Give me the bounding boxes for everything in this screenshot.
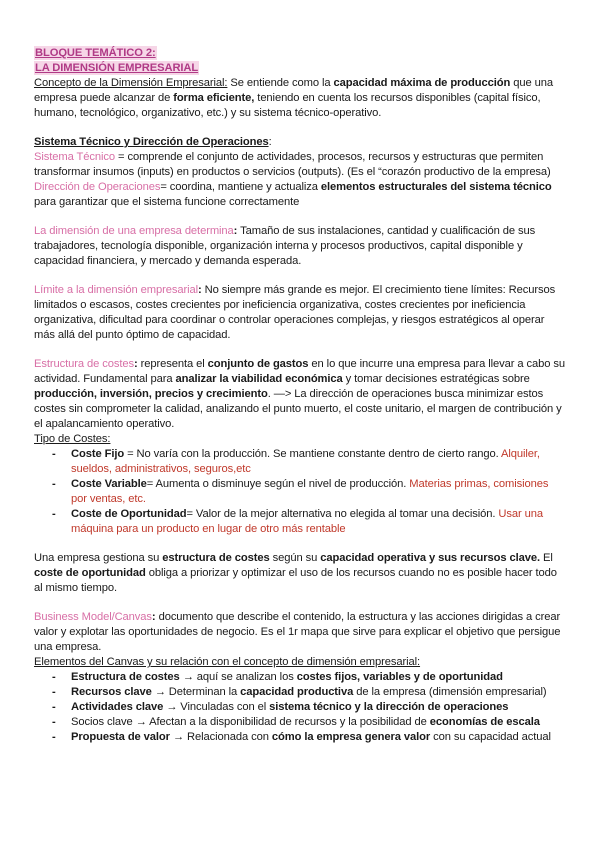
concepto-text-3: teniendo en cuenta los recursos disponibles (capital físico, humano, tecnológico, organizativo, etc.) y su sistema técnico-operativo.: [34, 92, 541, 119]
limite-paragraph: [34, 283, 566, 343]
costes-text-2: en lo que incurre una empresa para llevar a cabo su actividad. Fundamental para: [34, 358, 566, 385]
canvas-item-bold: capacidad productiva: [240, 686, 354, 698]
coste-fijo-text: = No varía con la producción. Se mantiene constante dentro de cierto rango.: [124, 448, 502, 460]
canvas-label: Business Model/Canvas: [34, 611, 152, 623]
direccion-text-2: para garantizar que el sistema funcione correctamente: [34, 196, 300, 208]
canvas-elementos-label: Elementos del Canvas y su relación con el concepto de dimensión empresarial:: [34, 656, 421, 668]
canvas-text: documento que describe el contenido, la estructura y las acciones dirigidas a crear valor y explotar las oportunidades de negocio. Es el 1r mapa que sirve para explicar el objetivo que persigue una empresa.: [34, 611, 561, 653]
tipo-costes-heading: [34, 432, 566, 447]
canvas-item-bold: costes fijos, variables y de oportunidad: [296, 671, 503, 683]
sistema-heading: [34, 135, 566, 150]
gestion-text-3: El: [540, 552, 553, 564]
concepto-text-1: Se entiende como la: [227, 77, 334, 89]
title-line-1: BLOQUE TEMÁTICO 2:: [35, 47, 156, 59]
direccion-operaciones-paragraph: [34, 180, 566, 210]
canvas-colon: :: [151, 611, 156, 623]
gestion-text-1: Una empresa gestiona su: [34, 552, 163, 564]
dimension-text: Tamaño de sus instalaciones, cantidad y cualificación de sus trabajadores, tecnología disponible, organización interna y procesos productivos, capital disponible y capacidad financiera, y mercado y demanda esperada.: [34, 225, 536, 267]
dimension-label: La dimensión de una empresa determina: [34, 225, 234, 237]
tipo-costes-label: Tipo de Costes:: [34, 433, 111, 445]
dimension-colon: :: [233, 225, 238, 237]
costes-bold-1: conjunto de gastos: [207, 358, 309, 370]
gestion-bold-3: coste de oportunidad: [34, 567, 146, 579]
canvas-elementos-list: [34, 670, 566, 745]
coste-variable-example: Materias primas, comisiones por ventas, etc.: [71, 478, 549, 505]
sistema-tecnico-label: Sistema Técnico: [34, 151, 115, 163]
canvas-item-term: Propuesta de valor: [71, 731, 170, 743]
coste-oportunidad-term: Coste de Oportunidad: [71, 508, 187, 520]
canvas-item-text-2: de la empresa (dimensión empresarial): [353, 686, 547, 698]
document-page: [34, 46, 566, 745]
concepto-label: Concepto de la Dimensión Empresarial:: [34, 77, 228, 89]
costes-label: Estructura de costes: [34, 358, 134, 370]
sistema-heading-colon: :: [268, 136, 272, 148]
costes-colon: :: [133, 358, 138, 370]
canvas-item-bold: economías de escala: [429, 716, 540, 728]
direccion-bold-1: elementos estructurales del sistema técnico: [320, 181, 552, 193]
gestion-bold-1: estructura de costes: [162, 552, 270, 564]
list-item: [52, 447, 566, 477]
coste-oportunidad-text: = Valor de la mejor alternativa no elegida al tomar una decisión.: [186, 508, 499, 520]
canvas-item-text-2: con su capacidad actual: [430, 731, 551, 743]
gestion-paragraph: [34, 551, 566, 596]
sistema-tecnico-paragraph: [34, 150, 566, 180]
costes-bold-3: producción, inversión, precios y crecimiento: [34, 388, 268, 400]
coste-fijo-example: Alquiler, sueldos, administrativos, seguros,etc: [71, 448, 540, 475]
canvas-item-text: → Vinculadas con el: [163, 701, 270, 713]
canvas-paragraph: [34, 610, 566, 655]
list-item: [52, 685, 566, 700]
canvas-item-text: → aquí se analizan los: [179, 671, 297, 683]
list-item: [52, 670, 566, 685]
tipo-costes-list: [34, 447, 566, 537]
coste-variable-term: Coste Variable: [71, 478, 147, 490]
canvas-item-term: Estructura de costes: [71, 671, 180, 683]
canvas-item-text: → Relacionada con: [169, 731, 272, 743]
costes-bold-2: analizar la viabilidad económica: [175, 373, 343, 385]
limite-colon: :: [197, 284, 202, 296]
list-item: [52, 507, 566, 537]
coste-variable-text: = Aumenta o disminuye según el nivel de producción.: [146, 478, 410, 490]
gestion-text-4: obliga a priorizar y optimizar el uso de los recursos cuando no es posible hacer todo al mismo tiempo.: [34, 567, 557, 594]
coste-fijo-term: Coste Fijo: [71, 448, 125, 460]
list-item: [52, 715, 566, 730]
gestion-text-2: según su: [269, 552, 321, 564]
coste-oportunidad-example: Usar una máquina para un producto en lugar de otro más rentable: [71, 508, 544, 535]
costes-text-4: . —> La dirección de operaciones busca minimizar estos costes sin comprometer la calidad, analizando el punto muerto, el coste unitario, el margen de contribución y el apalancamiento operativo.: [34, 388, 562, 430]
canvas-item-text: → Determinan la: [151, 686, 241, 698]
canvas-item-term: Recursos clave: [71, 686, 152, 698]
direccion-operaciones-label: Dirección de Operaciones: [34, 181, 161, 193]
sistema-tecnico-text: = comprende el conjunto de actividades, procesos, recursos y estructuras que permiten transformar insumos (inputs) en productos o servicios (outputs). (Es el “corazón productivo de la empresa): [34, 151, 551, 178]
gestion-bold-2: capacidad operativa y sus recursos clave.: [320, 552, 541, 564]
costes-paragraph: [34, 357, 566, 432]
limite-label: Límite a la dimensión empresarial: [34, 284, 198, 296]
canvas-item-bold: sistema técnico y la dirección de operaciones: [269, 701, 509, 713]
title-line-2: LA DIMENSIÓN EMPRESARIAL: [35, 62, 199, 74]
list-item: [52, 700, 566, 715]
list-item: [52, 477, 566, 507]
concepto-text-2: que una empresa puede alcanzar de: [34, 77, 553, 104]
dimension-paragraph: [34, 224, 566, 269]
page-title: [34, 46, 566, 76]
concepto-bold-1: capacidad máxima de producción: [333, 77, 511, 89]
list-item: [52, 730, 566, 745]
costes-text-3: y tomar decisiones estratégicas sobre: [342, 373, 530, 385]
direccion-text-1: = coordina, mantiene y actualiza: [160, 181, 321, 193]
concepto-paragraph: [34, 76, 566, 121]
limite-text: No siempre más grande es mejor. El crecimiento tiene límites: Recursos limitados o escasos, costes crecientes por ineficiencia organizativa, costes crecientes por ineficiencia organizativa, dificultad para coordinar o controlar operaciones complejas, y riesgos estratégicos al operar más allá del punto óptimo de capacidad.: [34, 284, 556, 341]
sistema-heading-text: Sistema Técnico y Dirección de Operaciones: [34, 136, 269, 148]
concepto-bold-2: forma eficiente,: [173, 92, 255, 104]
canvas-elementos-heading: [34, 655, 566, 670]
canvas-item-term: Actividades clave: [71, 701, 164, 713]
canvas-item-bold: cómo la empresa genera valor: [271, 731, 431, 743]
costes-text-1: representa el: [137, 358, 208, 370]
canvas-item-text: Socios clave → Afectan a la disponibilidad de recursos y la posibilidad de: [71, 716, 430, 728]
